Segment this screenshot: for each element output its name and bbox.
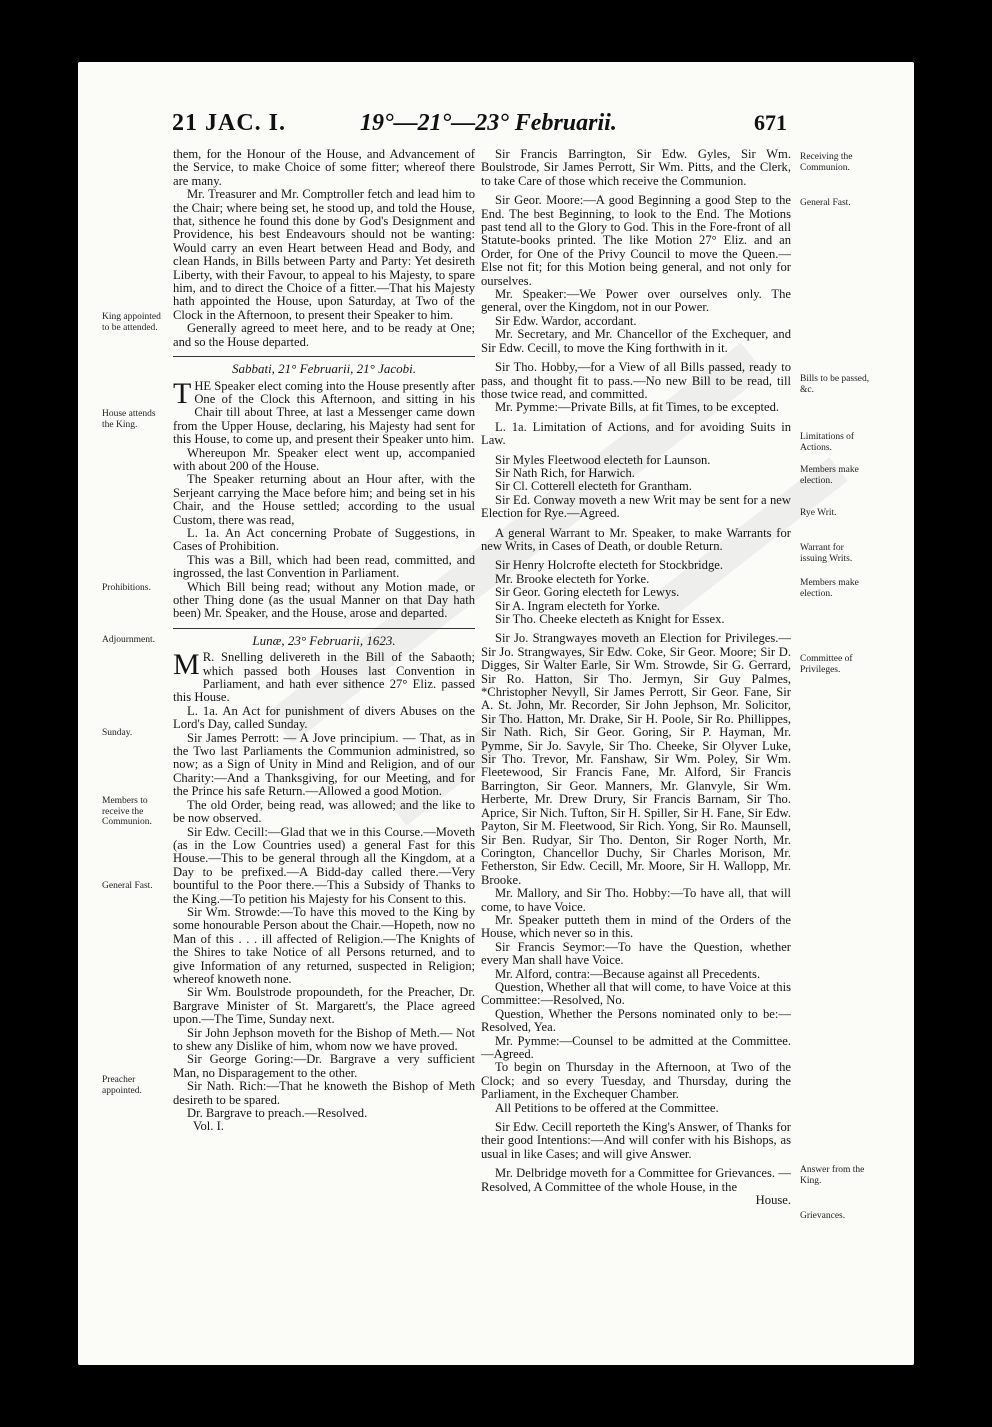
paragraph: Sir Tho. Cheeke electeth as Knight for Essex. (495, 612, 725, 626)
paragraph: Sir Francis Seymor:—To have the Question, whether every Man shall have Voice. (481, 939, 791, 968)
margin-note: Members to receive the Communion. (102, 796, 152, 827)
margin-note: Preacher appointed. (102, 1075, 142, 1096)
paragraph: Mr. Pymme:—Private Bills, at fit Times, to be excepted. (495, 400, 780, 415)
paragraph: Sir Myles Fleetwood electeth for Launson. (495, 452, 711, 467)
paragraph: Question, Whether all that will come, to have Voice at this Committee:—Resolved, No. (481, 979, 791, 1008)
margin-note: Committee of Privileges. (800, 654, 853, 675)
margin-note: Receiving the Communion. (800, 152, 853, 173)
margin-note: Adjournment. (102, 635, 156, 645)
paragraph: Mr. Pymme:—Counsel to be admitted at the Committee.—Agreed. (481, 1033, 791, 1061)
paragraph: Dr. Bargrave to preach.—Resolved. (187, 1106, 368, 1121)
paragraph: Sir Henry Holcrofte electeth for Stockbridge. (495, 558, 724, 573)
margin-note: General Fast. (102, 881, 153, 891)
paragraph: Sir Nath. Rich:—That he knoweth the Bishop of Meth desireth to be spared. (173, 1079, 475, 1107)
margin-note: Answer from the King. (800, 1165, 865, 1186)
margin-note: Prohibitions. (102, 583, 151, 593)
paragraph: Mr. Speaker:—We Power over ourselves only. The general, over the Kingdom, not in our Power. (481, 287, 791, 315)
section-heading: Lunæ, 23° Februarii, 1623. (252, 632, 396, 648)
margin-note: Bills to be passed, &c. (800, 374, 870, 395)
paragraph: Which Bill being read; without any Motion made, or other Thing done (as the usual Manner on that Day hath been) Mr. Speaker, and the House, arose and departed. (173, 579, 475, 621)
paragraph: To begin on Thursday in the Afternoon, at Two of the Clock; and so every Tuesday, and Thursday, during the Parliament, in the Exchequer Chamber. (481, 1060, 791, 1102)
paragraph: Sir Tho. Hobby,—for a View of all Bills passed, ready to pass, and thought fit to pass.—No new Bill to be read, till those twice read, and committed. (481, 360, 791, 401)
paragraph: Sir Wm. Strowde:—To have this moved to the King by some honourable Person about the Chair.—Hopeth, now no Man of this . . . ill affected of Religion.—The Knights of the Shires to take Notice of all Persons returned, and to give Information of any returned, suspected in Religion; whereof knoweth none. (173, 904, 475, 986)
paragraph: Sir A. Ingram electeth for Yorke. (495, 598, 661, 613)
paragraph: Sir Cl. Cotterell electeth for Grantham. (495, 479, 692, 494)
paragraph: Sir Geor. Moore:—A good Beginning a good Step to the End. The best Beginning, to look to the End. The Motions past tend all to the Glory to God. This in the Fore-front of all Statute-books printed. The like Motion 27° Eliz. and an Order, for One of the Privy Council to move the Queen.—Else not fit; for this Motion being general, and not only for ourselves. (481, 193, 791, 288)
drop-cap: T (173, 376, 192, 410)
margin-note: Sunday. (102, 728, 133, 738)
margin-note: Members make election. (800, 465, 859, 486)
paragraph: House. (755, 1193, 791, 1208)
section-heading: Sabbati, 21° Februarii, 21° Jacobi. (231, 361, 417, 377)
paragraph: L. 1a. Limitation of Actions, and for avoiding Suits in Law. (481, 419, 791, 448)
paragraph: Sir Jo. Strangwayes moveth an Election for Privileges.— Sir Jo. Strangwayes, Sir Edw. Coke, Sir Geor. Moore; Sir D. Digges, Sir Walter Earle, Sir Wm. Strowde, Sir G. Gerrard, Sir Ro. Hatton, Sir Tho. Jermyn, Sir Guy Palmes, *Christopher Nevyll, Sir James Perrott, Sir Geor. Fane, Sir A. St. John, Mr. Recorder, Sir John Jephson, Mr. Solicitor, Sir Tho. Hatton, Mr. Drake, Sir H. Poole, Sir Ro. Phillippes, Sir Nath. Rich, Sir Geor. Goring, Sir P. Hayman, Mr. Pymme, Sir Jo. Savyle, Sir Tho. Cheeke, Sir Olyver Luke, Sir Tho. Trevor, Mr. Fanshaw, Sir Wm. Poley, Sir Wm. Fleetewood, Sir Francis Fane, Mr. Alford, Sir Francis Barrington, Sir Geor. Manners, Mr. Glanvyle, Sir Wm. Herberte, Mr. Drew Drury, Sir Francis Barnam, Sir Tho. Aprice, Sir Nich. Tufton, Sir H. Spiller, Sir H. Fane, Sir Edw. Payton, Sir M. Fleetwood, Sir Rich. Yong, Sir Ro. Maunsell, Sir Ben. Rudyar, Sir Tho. Denton, Sir Roger North, Mr. Corington, Chancellor Duchy, Sir Charles Morison, Mr. Fetherston, Sir Edw. Cecill, Mr. Moore, Sir H. Wallopp, Mr. Brooke. (481, 631, 791, 887)
margin-note: Members make election. (800, 578, 859, 599)
paragraph: Sir Ed. Conway moveth a new Writ may be sent for a new Election for Rye.—Agreed. (481, 492, 791, 521)
paragraph: Generally agreed to meet here, and to be ready at One; and so the House departed. (173, 321, 475, 349)
paragraph: Sir Edw. Wardor, accordant. (495, 313, 637, 328)
paragraph: Mr. Alford, contra:—Because against all Precedents. (495, 966, 761, 981)
page-number: 671 (754, 110, 787, 135)
paragraph: Mr. Treasurer and Mr. Comptroller fetch and lead him to the Chair; where being set, he stood up, and told the House, that, sithence he found this done by God's Designment and Providence, his best Endeavours should not be wanting: Would carry an even Heart between Head and Body, and clean Hands, in Bills between Party and Party: Yet desireth Liberty, with their Favour, to appeal to his Majesty, to spare him, and to direct the Choice of a fitter.—That his Majesty hath appointed the House, upon Saturday, at Two of the Clock in the Afternoon, to present their Speaker to him. (173, 187, 475, 322)
paragraph: Sir George Goring:—Dr. Bargrave a very sufficient Man, no Disparagement to the other. (173, 1052, 475, 1080)
paragraph: Sir Edw. Cecill:—Glad that we in this Course.—Moveth (as in the Low Countries used) a general Fast for this House.—This to be general through all the Kingdom, at a Day to be prefixed.—A Bidd-day called there.—Very bountiful to the Poor there.—This a Subsidy of Thanks to the King.—To petition his Majesty for his Consent to this. (173, 824, 475, 906)
paragraph: Mr. Brooke electeth for Yorke. (495, 571, 650, 586)
paragraph (173, 648, 475, 705)
paragraph-text: R. Snelling delivereth in the Bill of the Sabaoth; which passed both Houses last Convention in Parliament, and hath ever sithence 27° Eliz. passed this House. (173, 650, 475, 705)
header-dates: 19°—21°—23° Februarii. (360, 110, 617, 136)
right-column (481, 148, 791, 1207)
margin-note: Grievances. (800, 1211, 846, 1221)
section-divider (173, 628, 475, 629)
paragraph: Mr. Secretary, and Mr. Chancellor of the Exchequer, and Sir Edw. Cecill, to move the King forthwith in it. (481, 327, 791, 355)
paragraph: A general Warrant to Mr. Speaker, to make Warrants for new Writs, in Cases of Death, or double Return. (481, 525, 791, 553)
paragraph (173, 376, 475, 447)
paragraph: Sir Wm. Boulstrode propoundeth, for the Preacher, Dr. Bargrave Minister of St. Margarett's, the Place agreed upon.—The Time, Sunday next. (173, 985, 475, 1027)
paragraph: L. 1a. An Act for punishment of divers Abuses on the Lord's Day, called Sunday. (173, 703, 475, 732)
margin-note: Warrant for issuing Writs. (800, 543, 853, 564)
header-left: 21 JAC. I. (172, 110, 287, 136)
paragraph: Sir John Jephson moveth for the Bishop of Meth.— Not to shew any Dislike of him, whom now we have proved. (173, 1025, 475, 1053)
paragraph: This was a Bill, which had been read, committed, and ingrossed, the last Convention in Parliament. (173, 552, 475, 581)
margin-note: House attends the King. (102, 409, 156, 430)
volume-footer: Vol. I. (193, 1119, 224, 1134)
paragraph: The Speaker returning about an Hour after, with the Serjeant carrying the Mace before him; and being set in his Chair, and the House settled; according to the usual Custom, there was read, (173, 472, 475, 527)
paragraph: Mr. Speaker putteth them in mind of the Orders of the House, which never so in this. (481, 912, 791, 941)
paragraph: Sir James Perrott: — A Jove principium. — That, as in the Two last Parliaments the Communion administred, so now; as a Sign of Unity in Mind and Religion, and of our Charity:—And a Thanksgiving, for our Meeting, and for the Prince his safe Return.—Allowed a good Motion. (173, 730, 475, 799)
paragraph: Mr. Delbridge moveth for a Committee for Grievances. —Resolved, A Committee of the whole House, in the (481, 1166, 791, 1194)
section-divider (173, 356, 475, 357)
paragraph: Mr. Mallory, and Sir Tho. Hobby:—To have all, that will come, to have Voice. (481, 886, 791, 914)
paragraph: Sir Edw. Cecill reporteth the King's Answer, of Thanks for their good Intentions:—And will confer with his Bishops, as usual in like Cases; and will give Answer. (481, 1120, 791, 1161)
paragraph: The old Order, being read, was allowed; and the like to be now observed. (173, 797, 475, 826)
drop-cap: M (173, 648, 200, 682)
margin-note: General Fast. (800, 198, 851, 208)
paragraph: L. 1a. An Act concerning Probate of Suggestions, in Cases of Prohibition. (173, 525, 475, 554)
paragraph: Sir Francis Barrington, Sir Edw. Gyles, Sir Wm. Boulstrode, Sir James Perrott, Sir Wm. Pitts, and the Clerk, to take Care of those which receive the Communion. (481, 147, 791, 188)
paragraph: Sir Geor. Goring electeth for Lewys. (495, 585, 680, 600)
margin-note: Rye Writ. (800, 508, 837, 518)
margin-note: Limitations of Actions. (800, 432, 855, 453)
paragraph: All Petitions to be offered at the Committee. (495, 1100, 719, 1115)
paragraph: them, for the Honour of the House, and Advancement of the Service, to make Choice of some fitter; whereof there are many. (173, 147, 475, 188)
document-page (78, 62, 914, 1365)
paragraph: Question, Whether the Persons nominated only to be:—Resolved, Yea. (481, 1006, 791, 1035)
left-column (173, 148, 475, 1134)
paragraph-text: HE Speaker elect coming into the House presently after One of the Clock this Afternoon, and sitting in his Chair till about Three, at last a Messenger came down from the Upper House, declaring, his Majesty had sent for this House, to come up, and present their Speaker unto him. (173, 378, 475, 447)
paragraph: Whereupon Mr. Speaker elect went up, accompanied with about 200 of the House. (173, 445, 475, 473)
paragraph: Sir Nath Rich, for Harwich. (495, 465, 635, 480)
margin-note: King appointed to be attended. (102, 312, 161, 333)
